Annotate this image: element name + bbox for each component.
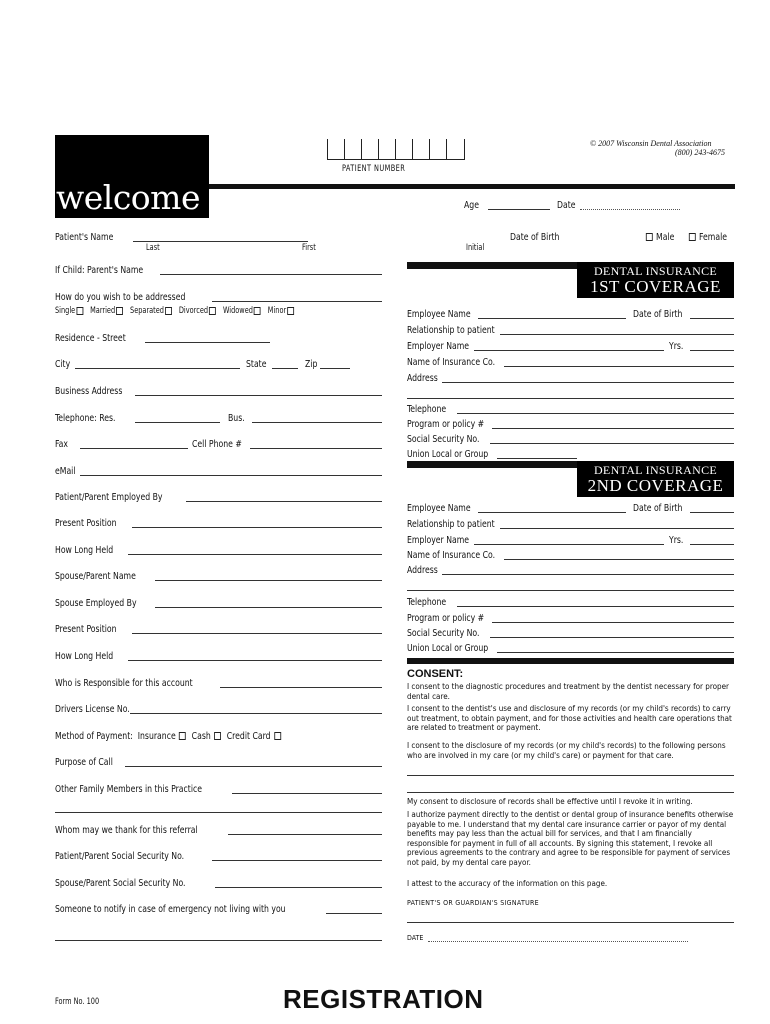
insurance2-banner [577, 461, 734, 497]
separated-label: Separated [130, 306, 164, 316]
bus-label: Bus. [228, 413, 245, 424]
employed-by-field[interactable] [186, 501, 382, 502]
ins1-program-field[interactable] [492, 428, 734, 429]
ssn-label: Patient/Parent Social Security No. [55, 851, 185, 862]
ins2-address-field-2[interactable] [407, 590, 734, 591]
zip-field[interactable] [320, 368, 350, 369]
consent-p6: I attest to the accuracy of the information on this page. [407, 879, 608, 888]
address-as-field[interactable] [212, 301, 382, 302]
spouse-position-label: Present Position [55, 624, 117, 635]
age-label: Age [464, 200, 479, 211]
emergency-label: Someone to notify in case of emergency not living with you [55, 904, 286, 915]
copyright-line2: (800) 243-4675 [675, 148, 725, 157]
parent-name-label: If Child: Parent's Name [55, 265, 144, 276]
patient-name-field[interactable] [133, 241, 308, 242]
spouse-how-long-label: How Long Held [55, 651, 114, 662]
minor-checkbox[interactable] [287, 307, 294, 315]
ins2-address-field-1[interactable] [442, 574, 734, 575]
email-label: eMail [55, 466, 76, 477]
ins2-employee-name-field[interactable] [478, 512, 626, 513]
female-label: Female [699, 232, 727, 243]
ins2-relationship-field[interactable] [500, 528, 734, 529]
business-address-field[interactable] [135, 395, 382, 396]
ins2-telephone-field[interactable] [457, 606, 734, 607]
ins1-relationship-field[interactable] [500, 334, 734, 335]
date-field[interactable] [580, 209, 680, 210]
family-field-1[interactable] [232, 793, 382, 794]
divorced-label: Divorced [178, 306, 209, 316]
married-checkbox[interactable] [116, 307, 123, 315]
tel-res-field[interactable] [135, 422, 220, 423]
family-label: Other Family Members in this Practice [55, 784, 202, 795]
ins2-employer-field[interactable] [474, 544, 664, 545]
ins1-yrs-field[interactable] [690, 350, 734, 351]
state-label: State [246, 359, 267, 370]
female-option[interactable] [688, 232, 727, 244]
ins1-insurance-co-label: Name of Insurance Co. [407, 357, 496, 368]
first-label: First [302, 243, 316, 253]
tel-res-label: Telephone: Res. [55, 413, 116, 424]
single-checkbox[interactable] [76, 307, 83, 315]
ins2-address-label: Address [407, 565, 438, 576]
fax-label: Fax [55, 439, 68, 450]
ins2-ssn-field[interactable] [490, 637, 734, 638]
referral-field[interactable] [228, 834, 382, 835]
consent-p3: I consent to the disclosure of my records (or my child's records) to the following persons who are involved in my care (or my child's care) or payment for that care. [407, 741, 726, 760]
insurance1-banner [577, 262, 734, 298]
dob-label: Date of Birth [510, 232, 560, 243]
license-field[interactable] [130, 713, 382, 714]
consent-p4: My consent to disclosure of records shall be effective until I revoke it in writing. [407, 797, 693, 806]
last-label: Last [146, 243, 160, 253]
male-label: Male [656, 232, 675, 243]
insurance1-rule [407, 262, 580, 269]
header-rule [209, 184, 735, 189]
marital-status-group [55, 306, 295, 317]
male-checkbox[interactable] [646, 233, 653, 241]
street-label: Residence - Street [55, 333, 126, 344]
ins2-insurance-co-label: Name of Insurance Co. [407, 550, 496, 561]
consent-date-label: DATE [407, 934, 424, 942]
present-position-field[interactable] [132, 527, 382, 528]
consent-p5: I authorize payment directly to the dentist or dental group of insurance benefits otherwise payable to me. I understand that my dental care insurance carrier or payor of my dental benefits may pay less than the actual bill for services, and that I am financially responsible for payment in full of all accounts. By signing this statement, I revoke all previous agreements to the contrary and agree to be responsible for payment of services not paid, by my dental care payor. [407, 810, 734, 867]
ins1-insurance-co-field[interactable] [504, 366, 734, 367]
consent-p1: I consent to the diagnostic procedures and treatment by the dentist necessary for proper dental care. [407, 682, 729, 701]
consent-p2: I consent to the dentist's use and disclosure of my records (or my child's records) to carry out treatment, to obtain payment, and for those activities and health care operations that are related to treatment or payment. [407, 704, 732, 732]
purpose-label: Purpose of Call [55, 757, 113, 768]
signature-field[interactable] [407, 922, 734, 923]
age-field[interactable] [488, 209, 550, 210]
copyright-line1: © 2007 Wisconsin Dental Association [590, 139, 712, 148]
bus-field[interactable] [252, 422, 382, 423]
consent-rule [407, 658, 734, 664]
form-title: REGISTRATION [283, 984, 484, 1014]
emergency-field-2[interactable] [55, 940, 382, 941]
present-position-label: Present Position [55, 518, 117, 529]
ins2-yrs-field[interactable] [690, 544, 734, 545]
ins1-employer-field[interactable] [474, 350, 664, 351]
ins2-dob-label: Date of Birth [633, 503, 683, 514]
ins2-program-label: Program or policy # [407, 613, 485, 624]
patient-name-label: Patient's Name [55, 232, 114, 243]
credit-checkbox[interactable] [274, 732, 281, 740]
ins2-relationship-label: Relationship to patient [407, 519, 495, 530]
cell-field[interactable] [250, 448, 382, 449]
cash-checkbox[interactable] [214, 732, 221, 740]
signature-label: PATIENT'S OR GUARDIAN'S SIGNATURE [407, 899, 539, 907]
fax-field[interactable] [80, 448, 188, 449]
how-long-label: How Long Held [55, 545, 114, 556]
city-field[interactable] [75, 368, 240, 369]
how-long-field[interactable] [128, 554, 382, 555]
ins2-ssn-label: Social Security No. [407, 628, 480, 639]
ins2-telephone-label: Telephone [407, 597, 447, 608]
ins1-telephone-field[interactable] [457, 413, 734, 414]
ins1-employee-name-label: Employee Name [407, 309, 471, 320]
emergency-field-1[interactable] [326, 913, 382, 914]
spouse-ssn-label: Spouse/Parent Social Security No. [55, 878, 186, 889]
date-label: Date [557, 200, 576, 211]
single-label: Single [55, 306, 76, 316]
ins1-employee-name-field[interactable] [478, 318, 626, 319]
spouse-how-long-field[interactable] [128, 660, 382, 661]
employed-by-label: Patient/Parent Employed By [55, 492, 163, 503]
address-as-label: How do you wish to be addressed [55, 292, 186, 303]
ins2-union-field[interactable] [497, 652, 734, 653]
family-field-2[interactable] [55, 812, 382, 813]
spouse-ssn-field[interactable] [215, 887, 382, 888]
responsible-label: Who is Responsible for this account [55, 678, 193, 689]
insurance2-title1: DENTAL INSURANCE [593, 463, 718, 477]
form-number: Form No. 100 [55, 997, 100, 1007]
female-checkbox[interactable] [689, 233, 696, 241]
spouse-name-field[interactable] [155, 580, 382, 581]
spouse-name-label: Spouse/Parent Name [55, 571, 136, 582]
license-label: Drivers License No. [55, 704, 130, 715]
insurance2-title2: 2ND COVERAGE [587, 476, 724, 495]
ins2-employer-label: Employer Name [407, 535, 470, 546]
payment-label: Method of Payment: [55, 731, 133, 742]
purpose-field[interactable] [125, 766, 382, 767]
ins1-dob-field[interactable] [690, 318, 734, 319]
ins2-program-field[interactable] [492, 622, 734, 623]
payment-group [55, 731, 282, 743]
ins1-address-field-1[interactable] [442, 382, 734, 383]
cell-label: Cell Phone # [192, 439, 242, 450]
referral-label: Whom may we thank for this referral [55, 825, 198, 836]
minor-label: Minor [267, 306, 287, 316]
credit-label: Credit Card [226, 731, 271, 742]
parent-name-field[interactable] [160, 274, 382, 275]
business-address-label: Business Address [55, 386, 123, 397]
male-option[interactable] [645, 232, 674, 244]
ssn-field[interactable] [212, 860, 382, 861]
ins1-union-label: Union Local or Group [407, 449, 489, 460]
ins1-ssn-label: Social Security No. [407, 434, 480, 445]
consent-date-field[interactable] [428, 941, 688, 942]
ins1-address-label: Address [407, 373, 438, 384]
ins2-dob-field[interactable] [690, 512, 734, 513]
ins2-union-label: Union Local or Group [407, 643, 489, 654]
separated-checkbox[interactable] [165, 307, 172, 315]
cash-label: Cash [191, 731, 211, 742]
widowed-label: Widowed [222, 306, 253, 316]
ins1-union-field[interactable] [497, 458, 577, 459]
ins2-employee-name-label: Employee Name [407, 503, 471, 514]
spouse-position-field[interactable] [132, 633, 382, 634]
zip-label: Zip [305, 359, 318, 370]
consent-persons-field-1[interactable] [407, 775, 734, 776]
ins2-yrs-label: Yrs. [669, 535, 684, 546]
state-field[interactable] [272, 368, 298, 369]
insurance2-rule [407, 461, 580, 468]
city-label: City [55, 359, 71, 370]
ins1-ssn-field[interactable] [490, 443, 734, 444]
insurance-label: Insurance [137, 731, 176, 742]
ins1-telephone-label: Telephone [407, 404, 447, 415]
ins1-program-label: Program or policy # [407, 419, 485, 430]
street-field[interactable] [145, 342, 270, 343]
insurance1-title2: 1ST COVERAGE [590, 277, 721, 296]
insurance-checkbox[interactable] [179, 732, 186, 740]
spouse-employed-label: Spouse Employed By [55, 598, 137, 609]
responsible-field[interactable] [220, 687, 382, 688]
email-field[interactable] [80, 475, 382, 476]
ins1-relationship-label: Relationship to patient [407, 325, 495, 336]
welcome-title: welcome [56, 178, 201, 217]
widowed-checkbox[interactable] [254, 307, 261, 315]
ins1-yrs-label: Yrs. [669, 341, 684, 352]
consent-persons-field-2[interactable] [407, 792, 734, 793]
ins1-dob-label: Date of Birth [633, 309, 683, 320]
patient-number-label: PATIENT NUMBER [342, 164, 406, 174]
initial-label: Initial [466, 243, 485, 253]
divorced-checkbox[interactable] [209, 307, 216, 315]
spouse-employed-field[interactable] [155, 607, 382, 608]
insurance1-title1: DENTAL INSURANCE [593, 264, 718, 278]
consent-title: CONSENT: [407, 668, 464, 680]
ins1-address-field-2[interactable] [407, 398, 734, 399]
married-label: Married [90, 306, 116, 316]
ins1-employer-label: Employer Name [407, 341, 470, 352]
ins2-insurance-co-field[interactable] [504, 559, 734, 560]
